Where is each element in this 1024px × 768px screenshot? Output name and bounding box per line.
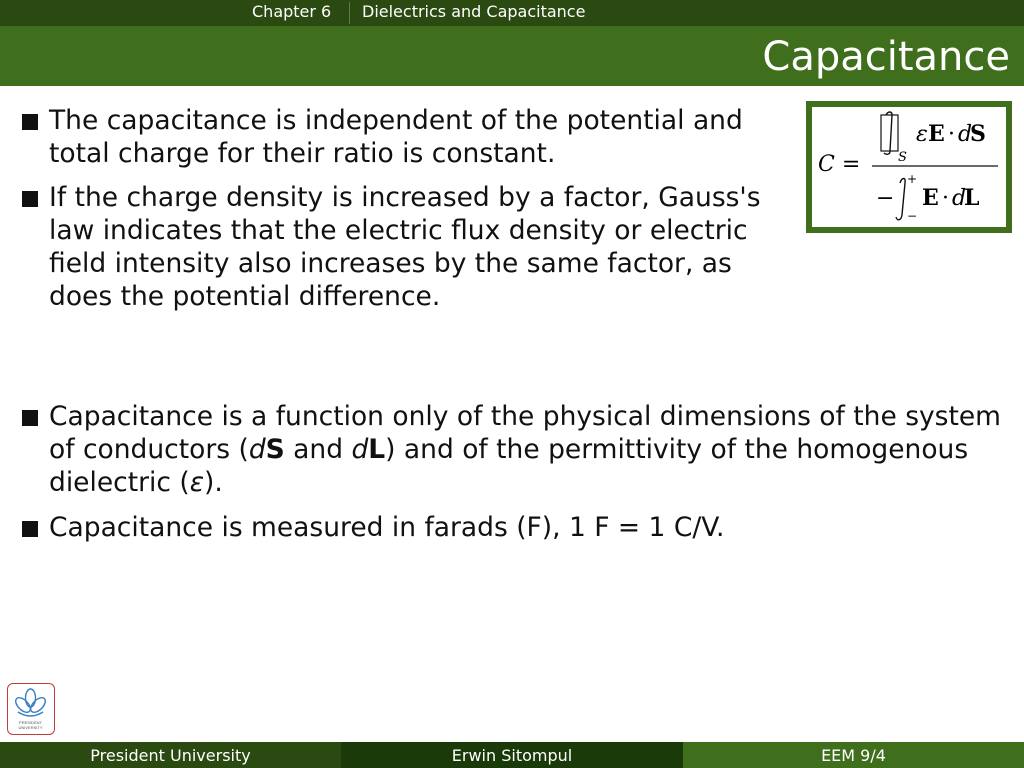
bullet-text: The capacitance is independent of the potential and total charge for their ratio is constant. [49,105,743,169]
footer [0,742,1024,768]
bullet-square-icon [22,191,38,207]
footer-page-number: EEM 9/4 [683,742,1024,768]
slide-title: Capacitance [762,34,1010,80]
surface-integral-icon [881,112,898,154]
formula-num-dot: · [948,122,955,147]
logo-text-line1: PRESIDENT [19,720,42,725]
bullet-gauss-law [22,181,772,313]
formula-den-minus: − [876,186,895,211]
title-band [0,26,1024,86]
logo-text-line2: UNIVERSITY [18,725,43,730]
bullet-text: If the charge density is increased by a factor, Gauss's law indicates that the electric flux density or electric field intensity also increases by the same factor, as does the potential difference. [49,182,761,312]
formula-den-d: d [952,186,967,211]
footer-author: Erwin Sitompul [341,742,683,768]
topic-label: Dielectrics and Capacitance [362,2,586,21]
university-logo-icon [8,684,53,733]
bullet-independence [22,104,782,170]
bullet-square-icon [22,521,38,537]
formula-den-e: E [922,185,939,211]
formula-lower-limit: − [907,209,918,223]
bullet-text: Capacitance is measured in farads (F), 1 F = 1 C/V. [49,512,725,543]
capacitance-formula [806,101,1012,233]
top-strip [0,0,1024,26]
chapter-label: Chapter 6 [252,2,332,21]
formula-num-e: E [928,121,945,147]
bullet-farads [22,511,1012,544]
footer-institution: President University [0,742,341,768]
formula-den-dot: · [942,186,949,211]
line-integral-icon [896,179,905,220]
university-logo [7,683,55,735]
formula-num-s: S [970,121,986,147]
bullet-physical-dimensions [22,400,1012,499]
bullet-text: Capacitance is a function only of the physical dimensions of the system of conductors (dS and dL) and of the permittivity of the homogenous dielectric (ε). [49,401,1001,498]
header-divider [349,2,350,24]
formula-den-l: L [964,185,980,211]
bullet-square-icon [22,114,38,130]
formula-epsilon: ε [916,122,928,147]
formula-upper-limit: + [907,172,918,186]
formula-svg [812,107,1006,227]
bullet-square-icon [22,410,38,426]
formula-lhs: C = [818,152,861,177]
formula-surface-sub: S [898,150,907,165]
formula-num-d: d [958,122,973,147]
